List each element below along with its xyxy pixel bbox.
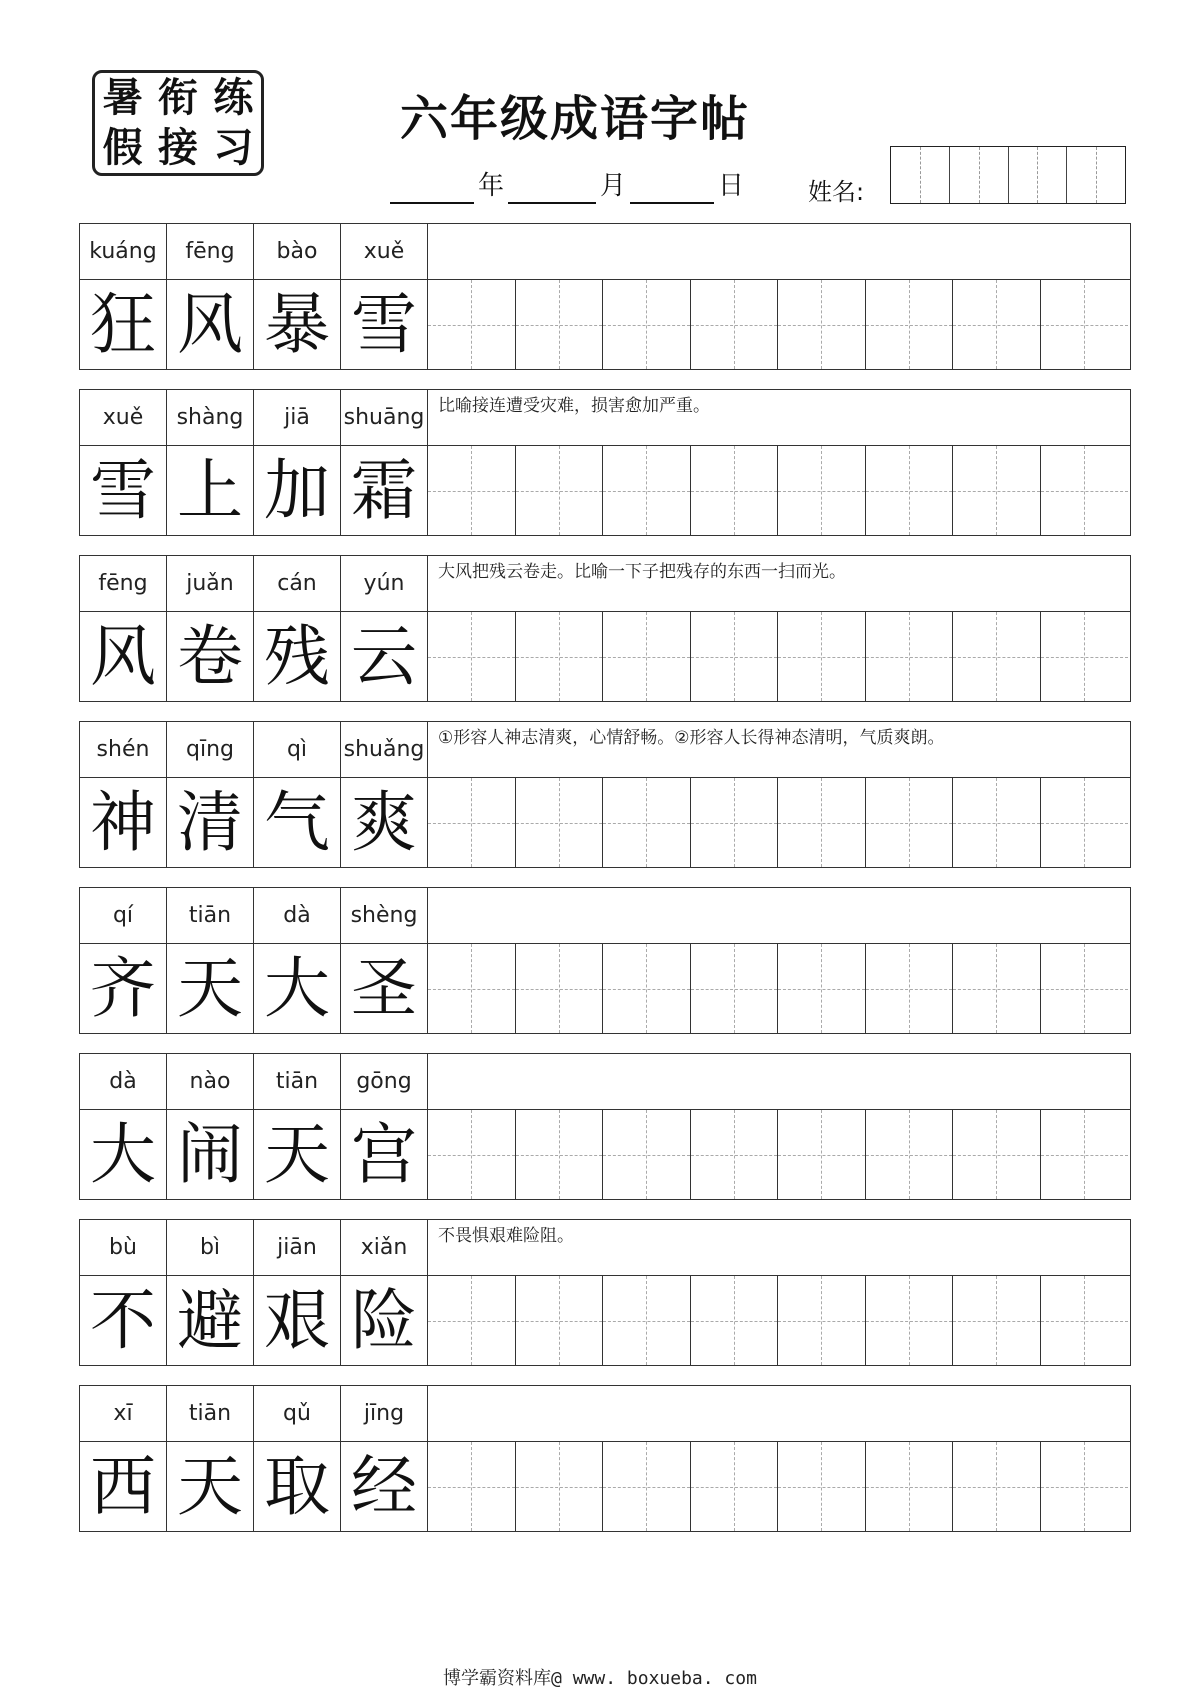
practice-grid [428, 1442, 1130, 1531]
hanzi-char: 上 [177, 451, 243, 529]
idiom-char-column [254, 1386, 341, 1531]
stamp-char: 假 [102, 124, 143, 171]
idiom-block [79, 721, 1131, 868]
idiom-char-column [341, 722, 428, 867]
hanzi-char: 经 [351, 1447, 417, 1525]
practice-cell[interactable] [516, 280, 604, 369]
stamp-char: 接 [157, 124, 198, 171]
practice-cell[interactable] [603, 280, 691, 369]
hanzi-char: 天 [177, 1447, 243, 1525]
idiom-meaning [428, 1054, 1130, 1110]
idiom-block [79, 887, 1131, 1034]
practice-area [428, 1386, 1130, 1531]
name-cell[interactable] [1009, 147, 1068, 203]
practice-grid [428, 612, 1130, 701]
practice-cell[interactable] [428, 1442, 516, 1531]
pinyin-label: dà [80, 1054, 166, 1110]
pinyin-label: yún [341, 556, 427, 612]
practice-cell[interactable] [778, 1442, 866, 1531]
idiom-char-column [80, 1386, 167, 1531]
year-blank[interactable] [390, 166, 474, 204]
pinyin-label: shàng [167, 390, 253, 446]
practice-cell[interactable] [516, 446, 604, 535]
practice-cell[interactable] [516, 1442, 604, 1531]
hanzi-char: 圣 [351, 949, 417, 1027]
practice-cell[interactable] [1041, 944, 1129, 1033]
pinyin-label: tiān [167, 888, 253, 944]
practice-area [428, 1054, 1130, 1199]
pinyin-label: jiān [254, 1220, 340, 1276]
idiom-char-column [254, 224, 341, 369]
practice-cell[interactable] [428, 280, 516, 369]
idiom-char-column [341, 888, 428, 1033]
idiom-char-column [167, 390, 254, 535]
month-label: 月 [600, 171, 627, 201]
pinyin-label: shèng [341, 888, 427, 944]
idiom-char-column [254, 722, 341, 867]
pinyin-label: shuǎng [341, 722, 427, 778]
practice-cell[interactable] [953, 446, 1041, 535]
footer-watermark: 博学霸资料库@ www. boxueba. com [443, 1668, 757, 1689]
practice-cell[interactable] [953, 1442, 1041, 1531]
practice-cell[interactable] [603, 446, 691, 535]
date-line [390, 160, 748, 204]
name-cell[interactable] [950, 147, 1009, 203]
practice-area [428, 722, 1130, 867]
practice-cell[interactable] [866, 612, 954, 701]
practice-cell[interactable] [691, 944, 779, 1033]
stamp-char: 习 [213, 124, 254, 171]
practice-cell[interactable] [428, 1110, 516, 1199]
idiom-char-column [341, 224, 428, 369]
idiom-char-column [254, 1220, 341, 1365]
practice-area [428, 556, 1130, 701]
practice-cell[interactable] [603, 778, 691, 867]
idiom-char-column [254, 888, 341, 1033]
pinyin-label: shuāng [341, 390, 427, 446]
practice-cell[interactable] [603, 1276, 691, 1365]
practice-cell[interactable] [866, 446, 954, 535]
pinyin-label: qì [254, 722, 340, 778]
practice-cell[interactable] [516, 944, 604, 1033]
pinyin-label: jiā [254, 390, 340, 446]
idiom-meaning: 不畏惧艰难险阻。 [428, 1220, 1130, 1276]
practice-cell[interactable] [603, 1442, 691, 1531]
idiom-block [79, 389, 1131, 536]
hanzi-char: 大 [90, 1115, 156, 1193]
hanzi-char: 天 [177, 949, 243, 1027]
practice-grid [428, 446, 1130, 535]
pinyin-label: bào [254, 224, 340, 280]
practice-cell[interactable] [691, 1276, 779, 1365]
practice-cell[interactable] [953, 778, 1041, 867]
practice-cell[interactable] [866, 1442, 954, 1531]
idiom-char-column [167, 224, 254, 369]
stamp-char: 练 [213, 74, 254, 121]
pinyin-label: jīng [341, 1386, 427, 1442]
practice-cell[interactable] [953, 612, 1041, 701]
practice-area [428, 888, 1130, 1033]
practice-cell[interactable] [953, 1110, 1041, 1199]
day-blank[interactable] [630, 166, 714, 204]
hanzi-char: 爽 [351, 783, 417, 861]
idiom-char-column [341, 390, 428, 535]
practice-grid [428, 280, 1130, 369]
pinyin-label: gōng [341, 1054, 427, 1110]
practice-cell[interactable] [691, 280, 779, 369]
idiom-char-column [80, 1054, 167, 1199]
practice-cell[interactable] [691, 778, 779, 867]
pinyin-label: nào [167, 1054, 253, 1110]
pinyin-label: qí [80, 888, 166, 944]
pinyin-label: qǔ [254, 1386, 340, 1442]
hanzi-char: 雪 [90, 451, 156, 529]
name-cell[interactable] [1067, 147, 1125, 203]
idiom-meaning [428, 1386, 1130, 1442]
hanzi-char: 残 [264, 617, 330, 695]
idiom-char-column [167, 888, 254, 1033]
hanzi-char: 加 [264, 451, 330, 529]
pinyin-label: fēng [167, 224, 253, 280]
idiom-char-column [167, 1220, 254, 1365]
idiom-block [79, 1053, 1131, 1200]
practice-grid [428, 1110, 1130, 1199]
practice-cell[interactable] [1041, 778, 1129, 867]
hanzi-char: 神 [90, 783, 156, 861]
pinyin-label: kuáng [80, 224, 166, 280]
practice-cell[interactable] [953, 944, 1041, 1033]
practice-cell[interactable] [428, 1276, 516, 1365]
practice-cell[interactable] [428, 446, 516, 535]
hanzi-char: 闹 [177, 1115, 243, 1193]
idiom-char-column [254, 1054, 341, 1199]
practice-cell[interactable] [953, 1276, 1041, 1365]
practice-cell[interactable] [866, 778, 954, 867]
practice-cell[interactable] [866, 1276, 954, 1365]
idiom-char-column [167, 1386, 254, 1531]
hanzi-char: 气 [264, 783, 330, 861]
day-label: 日 [718, 171, 745, 201]
name-cell[interactable] [891, 147, 950, 203]
hanzi-char: 宫 [351, 1115, 417, 1193]
practice-cell[interactable] [1041, 1276, 1129, 1365]
idiom-char-column [80, 722, 167, 867]
practice-cell[interactable] [691, 1442, 779, 1531]
idiom-meaning [428, 888, 1130, 944]
hanzi-char: 风 [90, 617, 156, 695]
practice-cell[interactable] [428, 944, 516, 1033]
hanzi-char: 云 [351, 617, 417, 695]
summer-practice-stamp [92, 70, 264, 176]
practice-cell[interactable] [866, 944, 954, 1033]
pinyin-label: fēng [80, 556, 166, 612]
hanzi-char: 风 [177, 285, 243, 363]
practice-grid [428, 944, 1130, 1033]
hanzi-char: 暴 [264, 285, 330, 363]
idiom-char-column [80, 390, 167, 535]
hanzi-char: 狂 [90, 285, 156, 363]
idiom-char-column [341, 1054, 428, 1199]
idiom-char-column [167, 722, 254, 867]
practice-cell[interactable] [1041, 612, 1129, 701]
idiom-char-column [341, 556, 428, 701]
practice-cell[interactable] [778, 280, 866, 369]
practice-cell[interactable] [866, 280, 954, 369]
hanzi-char: 西 [90, 1447, 156, 1525]
hanzi-char: 不 [90, 1281, 156, 1359]
idiom-meaning: 大风把残云卷走。比喻一下子把残存的东西一扫而光。 [428, 556, 1130, 612]
pinyin-label: juǎn [167, 556, 253, 612]
practice-cell[interactable] [778, 778, 866, 867]
practice-cell[interactable] [691, 612, 779, 701]
hanzi-char: 卷 [177, 617, 243, 695]
practice-area [428, 1220, 1130, 1365]
practice-cell[interactable] [1041, 280, 1129, 369]
pinyin-label: cán [254, 556, 340, 612]
stamp-char: 衔 [157, 74, 198, 121]
pinyin-label: qīng [167, 722, 253, 778]
practice-cell[interactable] [866, 1110, 954, 1199]
idiom-char-column [80, 556, 167, 701]
idiom-block [79, 1385, 1131, 1532]
practice-cell[interactable] [603, 944, 691, 1033]
year-label: 年 [478, 171, 505, 201]
hanzi-char: 避 [177, 1281, 243, 1359]
pinyin-label: dà [254, 888, 340, 944]
hanzi-char: 取 [264, 1447, 330, 1525]
idiom-block [79, 223, 1131, 370]
hanzi-char: 天 [264, 1115, 330, 1193]
practice-area [428, 390, 1130, 535]
idiom-char-column [80, 224, 167, 369]
name-label: 姓名: [808, 178, 865, 206]
idiom-char-column [254, 390, 341, 535]
practice-cell[interactable] [428, 778, 516, 867]
name-field[interactable] [890, 146, 1126, 204]
idiom-char-column [80, 888, 167, 1033]
pinyin-label: tiān [167, 1386, 253, 1442]
hanzi-char: 霜 [351, 451, 417, 529]
idiom-meaning: ①形容人神志清爽，心情舒畅。②形容人长得神态清明，气质爽朗。 [428, 722, 1130, 778]
idiom-char-column [167, 1054, 254, 1199]
pinyin-label: xuě [341, 224, 427, 280]
practice-cell[interactable] [516, 1110, 604, 1199]
idiom-char-column [167, 556, 254, 701]
practice-cell[interactable] [953, 280, 1041, 369]
hanzi-char: 艰 [264, 1281, 330, 1359]
month-blank[interactable] [508, 166, 596, 204]
hanzi-char: 险 [351, 1281, 417, 1359]
page-title: 六年级成语字帖 [400, 91, 751, 147]
pinyin-label: bù [80, 1220, 166, 1276]
pinyin-label: bì [167, 1220, 253, 1276]
practice-grid [428, 1276, 1130, 1365]
hanzi-char: 大 [264, 949, 330, 1027]
practice-cell[interactable] [1041, 1110, 1129, 1199]
idiom-meaning [428, 224, 1130, 280]
practice-cell[interactable] [778, 446, 866, 535]
idiom-char-column [341, 1386, 428, 1531]
practice-cell[interactable] [1041, 446, 1129, 535]
pinyin-label: xiǎn [341, 1220, 427, 1276]
idiom-char-column [80, 1220, 167, 1365]
practice-cell[interactable] [516, 1276, 604, 1365]
idiom-block [79, 1219, 1131, 1366]
practice-cell[interactable] [516, 778, 604, 867]
practice-cell[interactable] [691, 1110, 779, 1199]
practice-cell[interactable] [428, 612, 516, 701]
practice-cell[interactable] [691, 446, 779, 535]
practice-cell[interactable] [778, 1276, 866, 1365]
idiom-block [79, 555, 1131, 702]
hanzi-char: 清 [177, 783, 243, 861]
practice-cell[interactable] [603, 1110, 691, 1199]
practice-area [428, 224, 1130, 369]
practice-cell[interactable] [778, 1110, 866, 1199]
pinyin-label: tiān [254, 1054, 340, 1110]
hanzi-char: 齐 [90, 949, 156, 1027]
idiom-meaning: 比喻接连遭受灾难，损害愈加严重。 [428, 390, 1130, 446]
practice-cell[interactable] [778, 612, 866, 701]
hanzi-char: 雪 [351, 285, 417, 363]
practice-cell[interactable] [778, 944, 866, 1033]
idiom-char-column [254, 556, 341, 701]
practice-cell[interactable] [516, 612, 604, 701]
pinyin-label: xī [80, 1386, 166, 1442]
practice-grid [428, 778, 1130, 867]
stamp-char: 暑 [102, 74, 143, 121]
practice-cell[interactable] [603, 612, 691, 701]
idiom-char-column [341, 1220, 428, 1365]
pinyin-label: shén [80, 722, 166, 778]
practice-cell[interactable] [1041, 1442, 1129, 1531]
pinyin-label: xuě [80, 390, 166, 446]
